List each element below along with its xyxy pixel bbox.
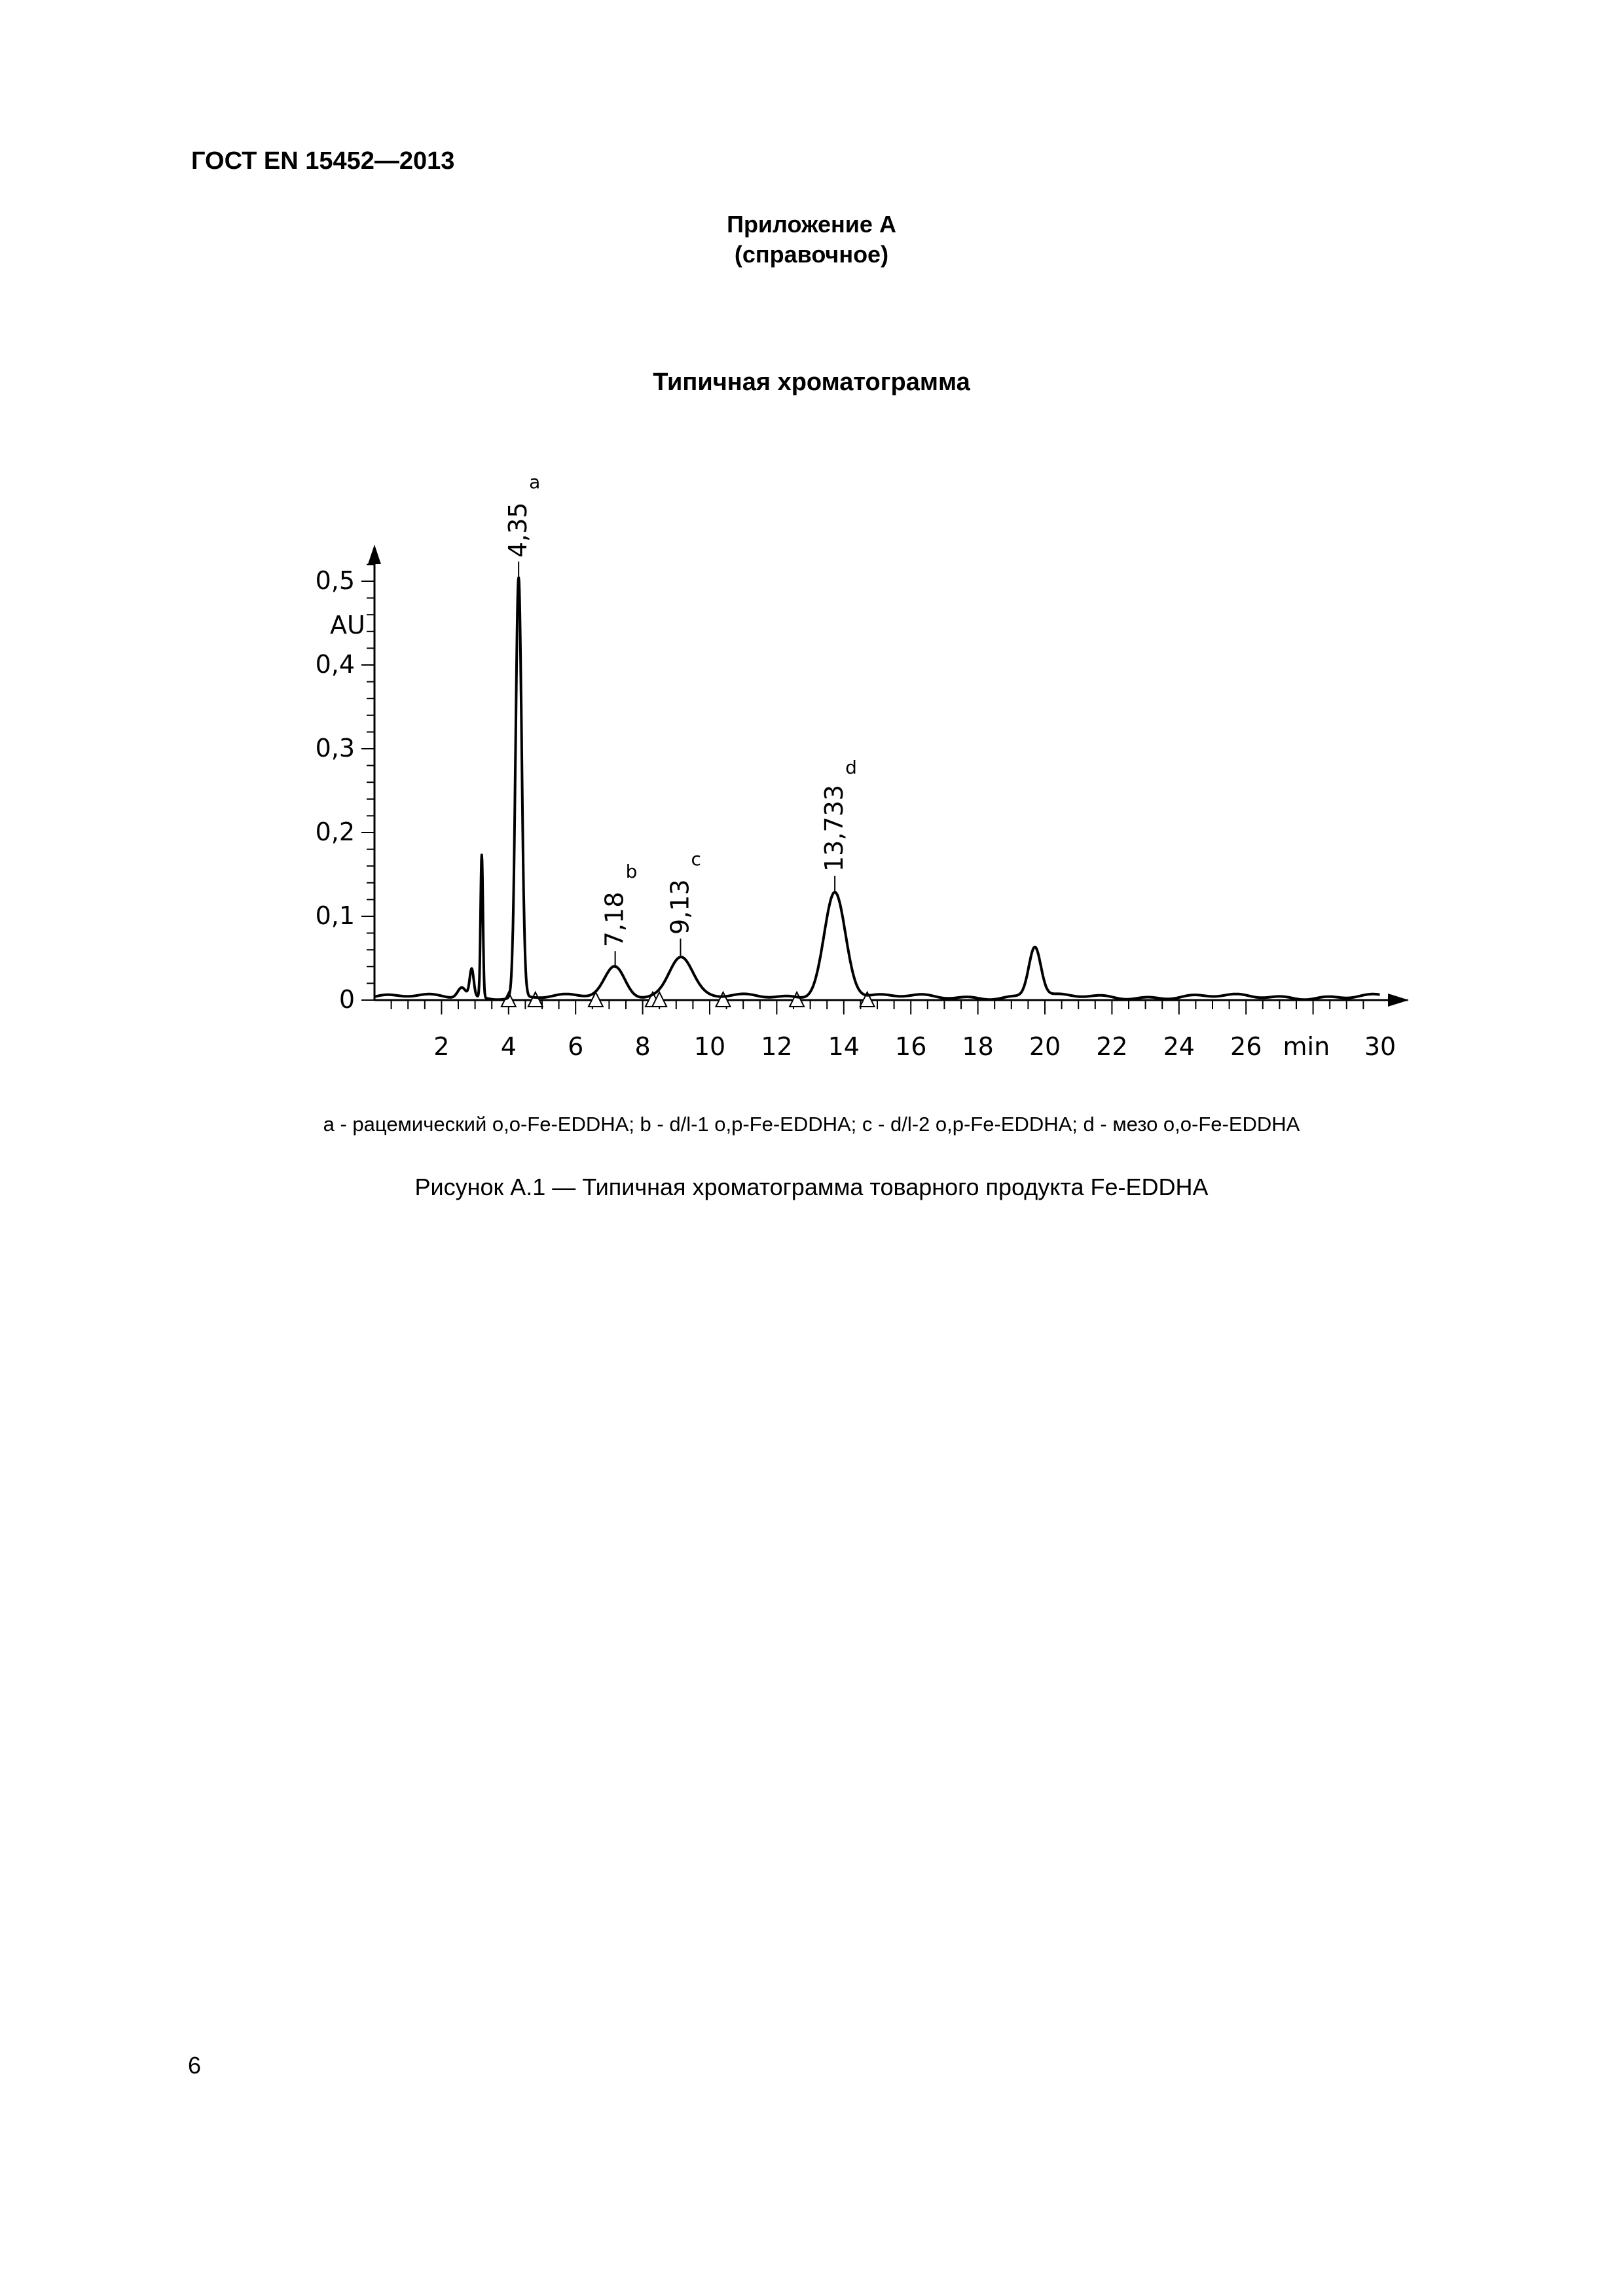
- x-tick-label: 12: [761, 1032, 793, 1061]
- chromatogram-line: [374, 578, 1380, 1000]
- x-tick-label: 24: [1163, 1032, 1195, 1061]
- x-tick-label: 30: [1364, 1032, 1396, 1061]
- x-tick-label: 26: [1230, 1032, 1262, 1061]
- x-tick-label: 6: [568, 1032, 584, 1061]
- x-axis-label: min: [1283, 1032, 1330, 1061]
- chromatogram-trace: [374, 578, 1380, 1000]
- y-tick-label: 0,4: [315, 650, 355, 679]
- x-tick-label: 18: [962, 1032, 994, 1061]
- document-header: ГОСТ EN 15452—2013: [191, 147, 455, 175]
- peak-letter-label: a: [529, 471, 541, 493]
- y-tick-label: 0,5: [315, 566, 355, 595]
- annex-title: Приложение А: [727, 211, 896, 238]
- y-tick-label: 0,2: [315, 817, 355, 846]
- peak-time-label: 13,733: [820, 785, 849, 872]
- x-tick-label: 4: [500, 1032, 517, 1061]
- x-tick-label: 8: [634, 1032, 651, 1061]
- chart-ticks: [316, 564, 1396, 1061]
- x-tick-label: 14: [828, 1032, 860, 1061]
- x-tick-label: 2: [433, 1032, 450, 1061]
- x-tick-label: 16: [895, 1032, 927, 1061]
- chromatogram-chart: [0, 0, 1623, 1113]
- peak-letter-label: b: [625, 861, 638, 883]
- page-number: 6: [188, 2052, 202, 2079]
- peak-time-label: 4,35: [503, 502, 533, 558]
- x-tick-label: 22: [1096, 1032, 1128, 1061]
- x-tick-label: 10: [693, 1032, 726, 1061]
- y-tick-label: 0,3: [315, 734, 355, 762]
- y-axis-arrow: [368, 545, 381, 564]
- peak-labels: [503, 471, 857, 968]
- y-tick-label: 0: [338, 985, 355, 1014]
- peak-time-label: 7,18: [600, 891, 629, 948]
- figure-title: Типичная хроматограмма: [653, 368, 970, 396]
- figure-legend: a - рацемический о,о-Fe-EDDHA; b - d/l-1 o,p-Fe-EDDHA; c - d/l-2 o,p-Fe-EDDHA; d - мезо о,о-Fe-EDDHA: [323, 1113, 1300, 1136]
- y-tick-label: 0,1: [315, 901, 355, 930]
- peak-time-label: 9,13: [665, 879, 695, 935]
- annex-status: (справочное): [734, 241, 889, 268]
- x-tick-label: 20: [1029, 1032, 1061, 1061]
- x-axis-arrow: [1388, 994, 1409, 1007]
- peak-letter-label: c: [691, 848, 701, 870]
- y-axis-label: AU: [330, 611, 365, 639]
- figure-caption: Рисунок А.1 — Типичная хроматограмма товарного продукта Fe-EDDHA: [414, 1174, 1209, 1200]
- peak-letter-label: d: [845, 757, 857, 778]
